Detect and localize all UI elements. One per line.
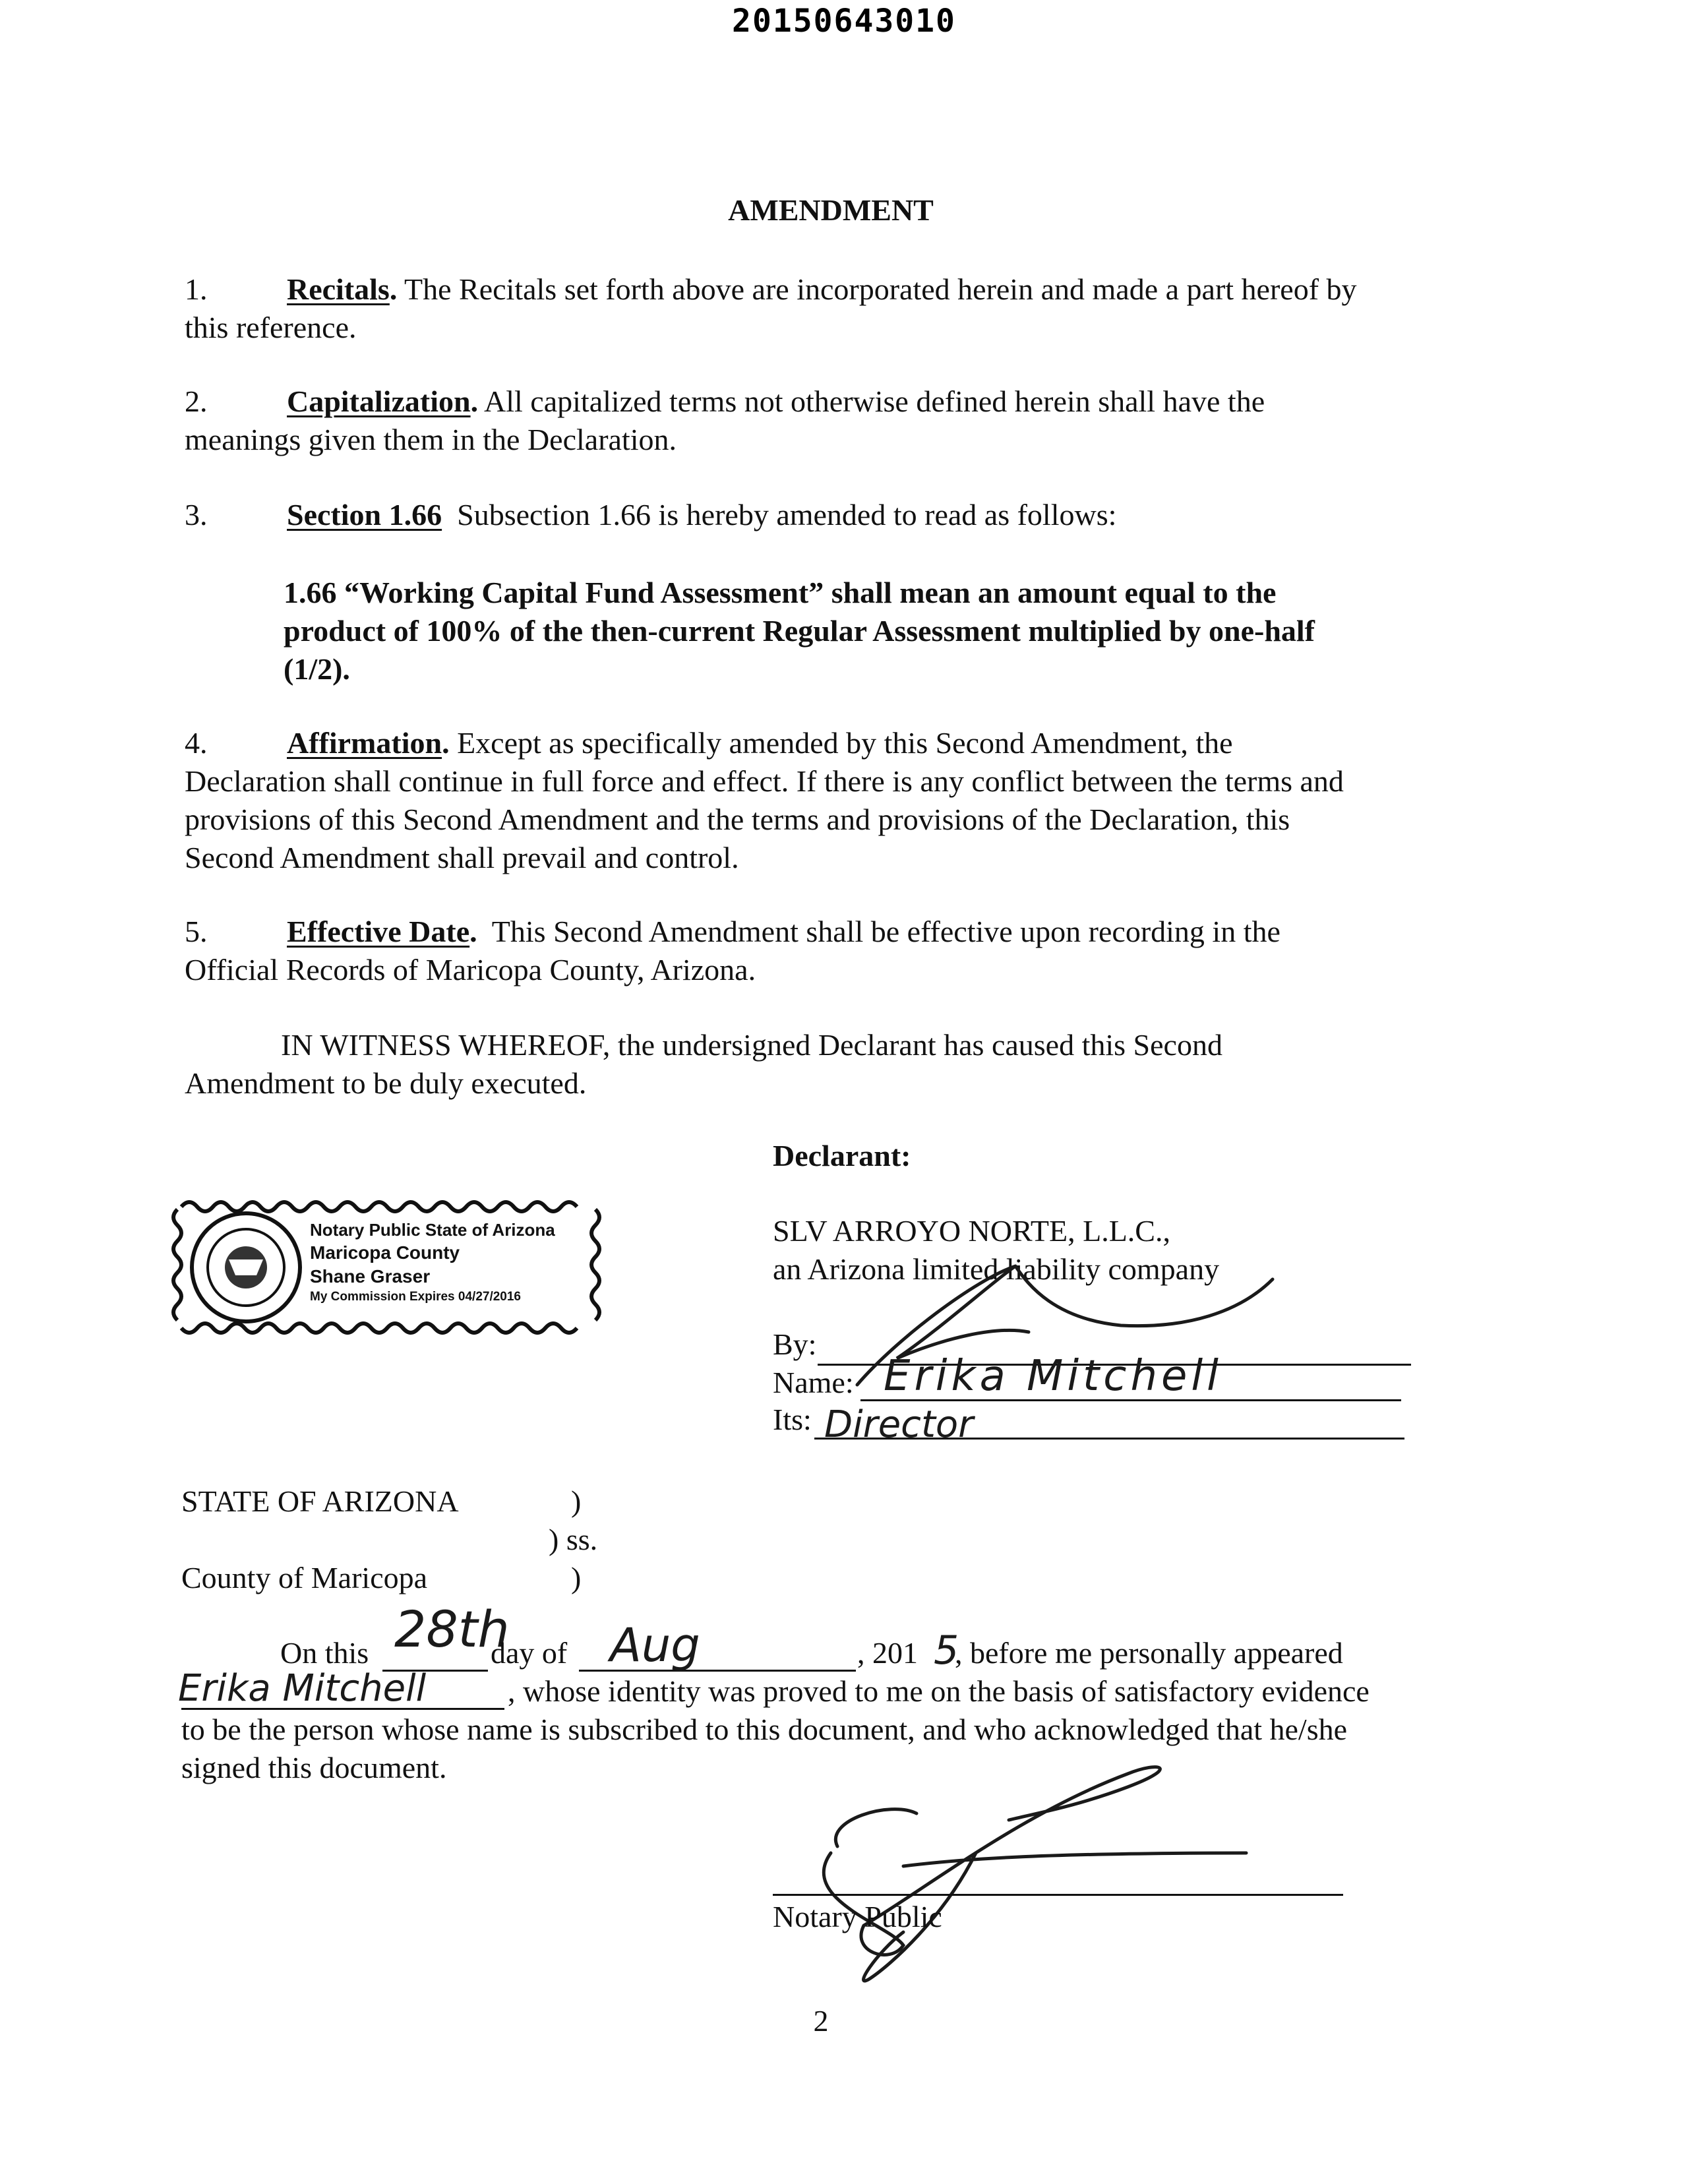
seal-line: Shane Graser (310, 1266, 431, 1287)
notary-signature-line (773, 1894, 1343, 1896)
handwritten-day: 28th (394, 1600, 510, 1658)
section-heading: Affirmation (287, 726, 442, 760)
section-heading: Recitals (287, 272, 390, 306)
page-number: 2 (813, 2004, 829, 2038)
ack-year: , 201 (857, 1636, 918, 1670)
section-affirmation: 4. Affirmation. Except as specifically amended by this Second Amendment, the Declaration shall continue in full force and effect. If there is any conflict between the terms and provisions of this Second Amendment and the terms and provisions of the Declaration, this Second Amendment shall prevail and control. (185, 724, 1477, 877)
section-text: provisions of this Second Amendment and the terms and provisions of the Declaration, this (185, 803, 1290, 836)
notary-signature (758, 1754, 1253, 1991)
ack-line3: to be the person whose name is subscribed to this document, and who acknowledged that he/she (181, 1713, 1348, 1746)
section-text: The Recitals set forth above are incorporated herein and made a part hereof by (404, 272, 1357, 306)
section-effective-date: 5. Effective Date. This Second Amendment shall be effective upon recording in the Official Records of Maricopa County, Arizona. (185, 913, 1477, 989)
ack-line4: signed this document. (181, 1751, 447, 1784)
section-number: 4. (185, 726, 208, 760)
section-text: this reference. (185, 311, 357, 344)
definition-line: (1/2). (284, 652, 350, 686)
section-number: 3. (185, 498, 208, 531)
declarant-label: Declarant: (773, 1139, 911, 1172)
section-text: Second Amendment shall prevail and control. (185, 841, 739, 874)
ack-before-me: , before me personally appeared (955, 1636, 1343, 1670)
venue-county: County of Maricopa (181, 1561, 428, 1594)
handwritten-person: Erika Mitchell (178, 1667, 427, 1710)
notary-public-label: Notary Public (773, 1900, 942, 1933)
venue-state: STATE OF ARIZONA (181, 1484, 459, 1518)
document-number: 20150643010 (732, 3, 956, 40)
declarant-title-handwritten: Director (824, 1403, 974, 1446)
definition-line: 1.66 “Working Capital Fund Assessment” shall mean an amount equal to the (284, 576, 1277, 609)
section-number: 5. (185, 915, 208, 948)
name-label: Name: (773, 1366, 854, 1399)
seal-line: Notary Public State of Arizona (310, 1220, 555, 1240)
notary-seal (168, 1187, 610, 1345)
section-capitalization: 2. Capitalization. All capitalized terms not otherwise defined herein shall have the meanings given them in the Declaration. (185, 382, 1477, 459)
handwritten-year: 5 (934, 1627, 959, 1674)
page-title: AMENDMENT (728, 193, 934, 227)
ack-day-of: day of (491, 1636, 568, 1670)
section-text: meanings given them in the Declaration. (185, 423, 677, 456)
witness-text: Amendment to be duly executed. (185, 1066, 587, 1100)
section-text: Subsection 1.66 is hereby amended to read as follows: (457, 498, 1117, 531)
venue-paren: ) (571, 1561, 582, 1594)
section-text: All capitalized terms not otherwise defined herein shall have the (484, 384, 1265, 418)
venue-paren: ) (571, 1484, 582, 1518)
section-text: Except as specifically amended by this Second Amendment, the (457, 726, 1233, 760)
section-1-66 (185, 496, 1477, 534)
witness-text: IN WITNESS WHEREOF, the undersigned Declarant has caused this Second (281, 1028, 1222, 1062)
by-label: By: (773, 1327, 817, 1361)
section-text: This Second Amendment shall be effective upon recording in the (491, 915, 1281, 948)
section-recitals: 1. Recitals. The Recitals set forth above are incorporated herein and made a part hereof by this reference. (185, 270, 1477, 347)
ack-on-this: On this (280, 1636, 369, 1670)
section-number: 2. (185, 384, 208, 418)
amended-definition (284, 574, 1464, 688)
witness-clause (185, 1026, 1477, 1103)
seal-line: My Commission Expires 04/27/2016 (310, 1290, 521, 1304)
section-heading: Capitalization (287, 384, 471, 418)
section-number: 1. (185, 272, 208, 306)
section-text: Official Records of Maricopa County, Arizona. (185, 953, 756, 986)
seal-line: Maricopa County (310, 1242, 460, 1263)
venue-ss: ) ss. (549, 1523, 598, 1556)
its-label: Its: (773, 1403, 812, 1436)
section-heading: Effective Date (287, 915, 470, 948)
declarant-signature (778, 1240, 1279, 1391)
section-heading: Section 1.66 (287, 498, 442, 531)
ack-whose: , whose identity was proved to me on the basis of satisfactory evidence (508, 1674, 1370, 1708)
definition-line: product of 100% of the then-current Regular Assessment multiplied by one-half (284, 614, 1315, 648)
declarant-name-handwritten: Erika Mitchell (884, 1352, 1222, 1401)
handwritten-month: Aug (610, 1618, 700, 1672)
section-text: Declaration shall continue in full force and effect. If there is any conflict between the terms and (185, 764, 1344, 798)
declarant-company-type: an Arizona limited liability company (773, 1252, 1220, 1286)
declarant-company: SLV ARROYO NORTE, L.L.C., (773, 1214, 1170, 1248)
